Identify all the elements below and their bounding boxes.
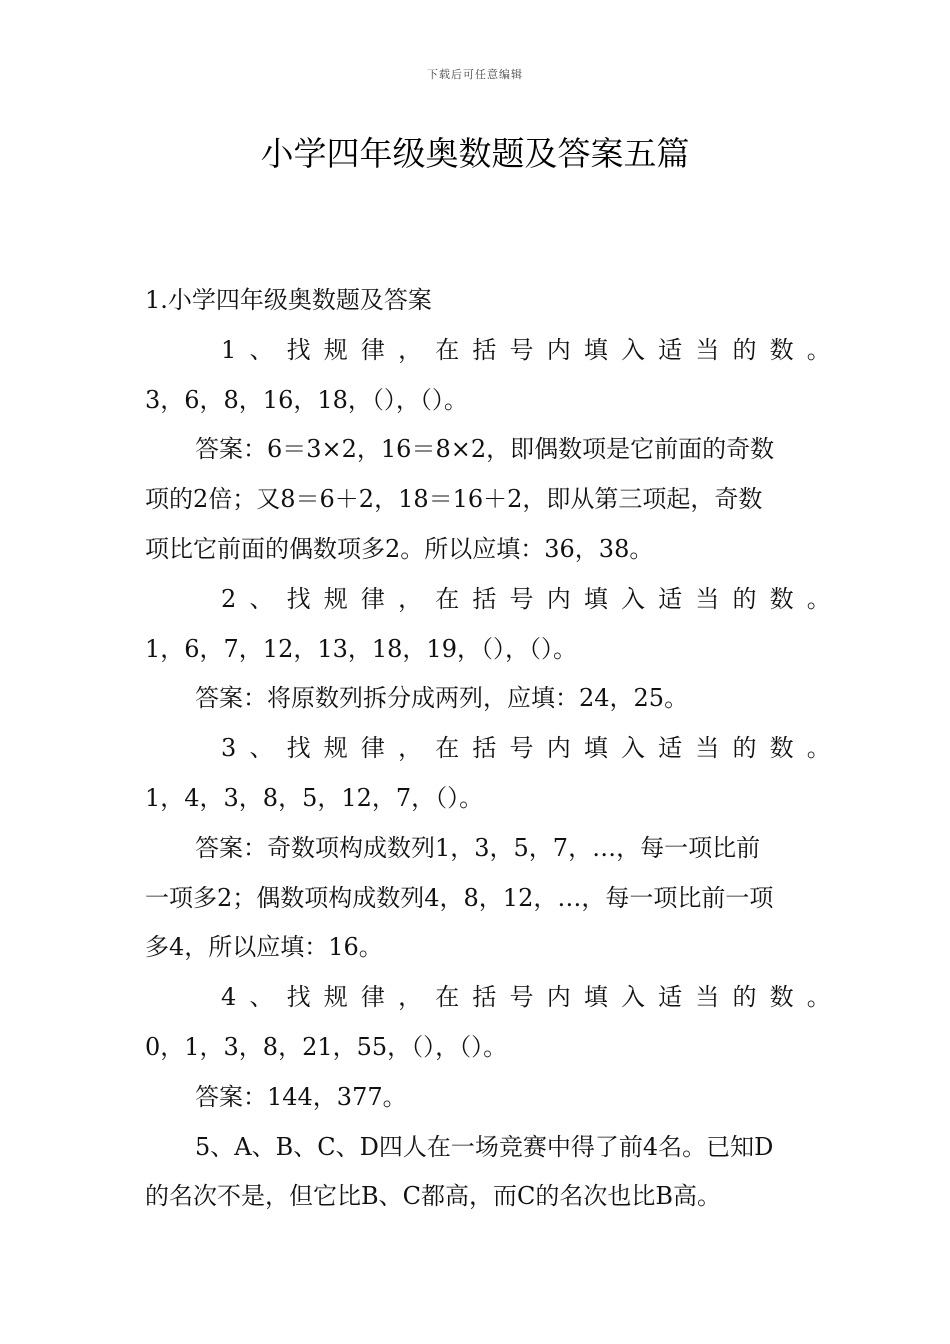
prompt-token: 入 <box>621 983 645 1012</box>
prompt-token: 找 <box>286 983 311 1012</box>
question-3-sequence: 1，4，3，8，5，12，7，（）。 <box>145 783 484 812</box>
prompt-token: 填 <box>583 335 608 364</box>
header-note: 下载后可任意编辑 <box>427 68 523 81</box>
document-body <box>145 276 831 1222</box>
question-3-prompt <box>145 724 831 774</box>
question-3 <box>145 724 831 973</box>
prompt-token: 内 <box>546 734 571 763</box>
prompt-token: 。 <box>806 734 831 763</box>
prompt-token: 号 <box>509 584 534 613</box>
question-2 <box>145 575 831 724</box>
prompt-token: 的 <box>732 335 757 364</box>
prompt-token: 当 <box>695 335 720 364</box>
prompt-token: 适 <box>658 734 683 763</box>
prompt-token: 在 <box>435 584 460 613</box>
question-5-line: 5、A、B、C、D四人在一场竞赛中得了前4名。已知D <box>195 1132 774 1161</box>
prompt-token: 、 <box>249 335 274 364</box>
prompt-token: 4 <box>221 983 237 1012</box>
prompt-token: 。 <box>806 584 831 613</box>
prompt-token: 括 <box>472 584 497 613</box>
answer-line: 一项多2；偶数项构成数列4，8，12，…，每一项比前一项 <box>145 883 774 912</box>
answer-line: 答案：6＝3×2，16＝8×2，即偶数项是它前面的奇数 <box>195 435 775 464</box>
prompt-token: 适 <box>658 983 683 1012</box>
prompt-token: 号 <box>509 734 534 763</box>
prompt-token: 2 <box>221 584 237 613</box>
prompt-token: 当 <box>695 584 720 613</box>
prompt-token: 填 <box>583 734 608 763</box>
prompt-token: ， <box>398 734 423 763</box>
question-1 <box>145 326 831 575</box>
prompt-token: 律 <box>360 584 385 613</box>
prompt-token: 数 <box>769 734 794 763</box>
prompt-token: 入 <box>621 584 645 613</box>
prompt-token: 规 <box>323 584 348 613</box>
prompt-token: ， <box>398 335 423 364</box>
prompt-token: 、 <box>249 584 274 613</box>
prompt-token: 数 <box>769 983 794 1012</box>
prompt-token: 的 <box>732 983 757 1012</box>
question-1-sequence: 3，6，8，16，18，（），（）。 <box>145 385 468 414</box>
prompt-token: 找 <box>286 335 311 364</box>
prompt-token: 适 <box>658 584 683 613</box>
prompt-token: 找 <box>286 734 311 763</box>
answer-line: 项的2倍；又8＝6＋2，18＝16＋2，即从第三项起，奇数 <box>145 485 763 514</box>
prompt-token: 找 <box>286 584 311 613</box>
question-1-prompt <box>145 326 831 376</box>
question-4-sequence: 0，1，3，8，21，55，（），（）。 <box>145 1032 508 1061</box>
prompt-token: 括 <box>472 734 497 763</box>
question-4-prompt <box>145 973 831 1023</box>
prompt-token: 的 <box>732 734 757 763</box>
prompt-token: 入 <box>621 335 645 364</box>
document-title: 小学四年级奥数题及答案五篇 <box>260 134 690 173</box>
prompt-token: 律 <box>360 983 385 1012</box>
answer-line: 答案：144，377。 <box>195 1082 407 1111</box>
prompt-token: 3 <box>221 734 237 763</box>
answer-line: 答案：奇数项构成数列1，3，5，7，…，每一项比前 <box>195 833 761 862</box>
question-2-sequence: 1，6，7，12，13，18，19，（），（）。 <box>145 634 577 663</box>
prompt-token: 规 <box>323 734 348 763</box>
prompt-token: 、 <box>249 983 274 1012</box>
prompt-token: 括 <box>472 335 497 364</box>
question-5 <box>145 1123 807 1223</box>
prompt-token: 律 <box>360 335 385 364</box>
answer-line: 项比它前面的偶数项多2。所以应填：36，38。 <box>145 534 654 563</box>
prompt-token: 。 <box>806 335 831 364</box>
prompt-token: 的 <box>732 584 757 613</box>
prompt-token: 数 <box>769 335 794 364</box>
answer-line: 多4，所以应填：16。 <box>145 933 383 962</box>
prompt-token: 内 <box>546 983 571 1012</box>
prompt-token: 当 <box>695 983 720 1012</box>
question-4 <box>145 973 831 1122</box>
prompt-token: 在 <box>435 983 460 1012</box>
prompt-token: 内 <box>546 584 571 613</box>
prompt-token: 在 <box>435 335 460 364</box>
prompt-token: ， <box>398 983 423 1012</box>
prompt-token: 括 <box>472 983 497 1012</box>
question-5-line: 的名次不是，但它比B、C都高，而C的名次也比B高。 <box>145 1182 721 1211</box>
prompt-token: 号 <box>509 983 534 1012</box>
prompt-token: 填 <box>583 584 608 613</box>
prompt-token: 规 <box>323 983 348 1012</box>
prompt-token: 。 <box>806 983 831 1012</box>
prompt-token: 入 <box>621 734 645 763</box>
prompt-token: 适 <box>658 335 683 364</box>
prompt-token: 当 <box>695 734 720 763</box>
answer-line: 答案：将原数列拆分成两列，应填：24，25。 <box>195 684 689 713</box>
question-2-prompt <box>145 575 831 625</box>
prompt-token: 数 <box>769 584 794 613</box>
section-heading: 1.小学四年级奥数题及答案 <box>145 286 432 314</box>
prompt-token: ， <box>398 584 423 613</box>
prompt-token: 在 <box>435 734 460 763</box>
prompt-token: 律 <box>360 734 385 763</box>
prompt-token: 、 <box>249 734 274 763</box>
prompt-token: 1 <box>221 335 237 364</box>
prompt-token: 填 <box>583 983 608 1012</box>
prompt-token: 内 <box>546 335 571 364</box>
prompt-token: 规 <box>323 335 348 364</box>
prompt-token: 号 <box>509 335 534 364</box>
